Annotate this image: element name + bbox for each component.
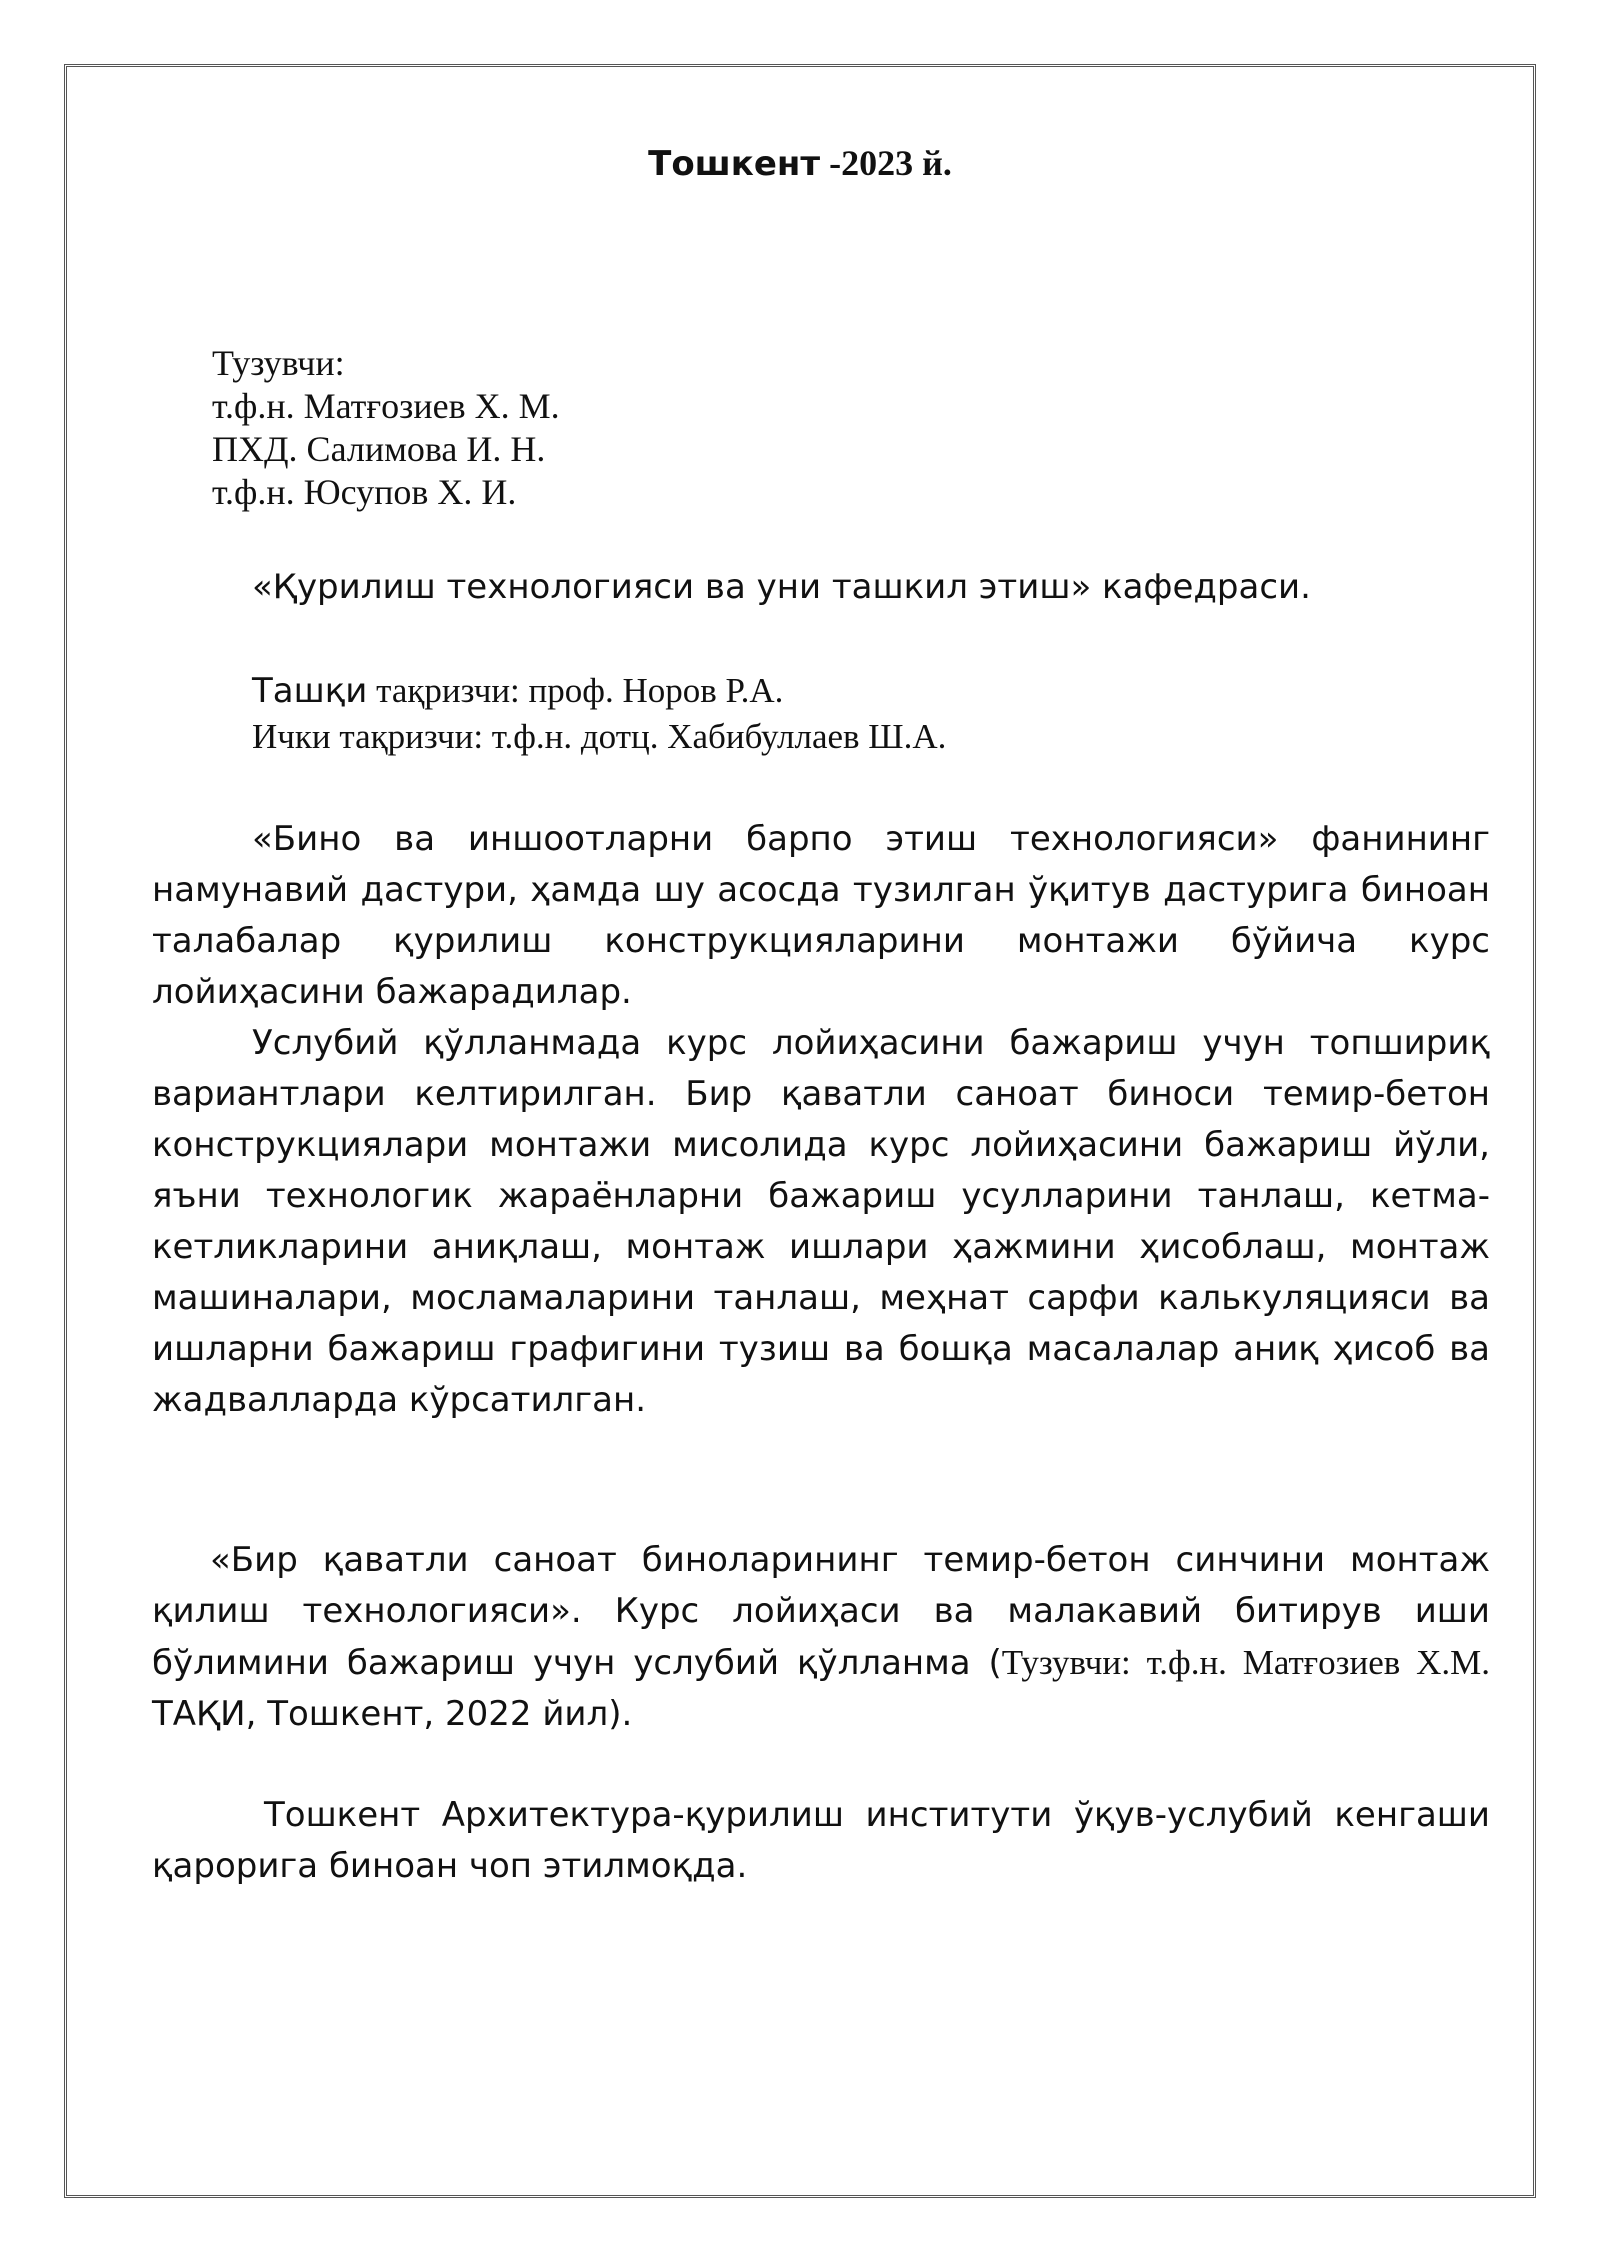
author-line: ПХД. Салимова И. Н.	[212, 429, 546, 469]
paragraph-approval: Тошкент Архитектура-қурилиш институти ўқув-услубий кенгаши қарорига биноан чоп этилмоқда.	[152, 1795, 1490, 1886]
paragraph-manual-contents: Услубий қўлланмада курс лойиҳасини бажариш учун топшириқ вариантлари келтирилган. Бир қаватли саноат биноси темир-бетон конструкциялари монтажи мисолида курс лойиҳасини бажариш йўли, яъни технологик жараёнларни бажариш усулларини танлаш, кетма-кетликларини аниқлаш, монтаж ишлари ҳажмини ҳисоблаш, монтаж машиналари, мосламаларини танлаш, меҳнат сарфи калькуляцияси ва ишларни бажариш графигини тузиш ва бошқа масалалар аниқ ҳисоб ва жадвалларда кўрсатилган.	[152, 1023, 1490, 1420]
external-reviewer	[252, 668, 946, 714]
paragraph-course-description: «Бино ва иншоотларни барпо этиш технологияси» фанининг намунавий дастури, ҳамда шу асосда тузилган ўқитув дастурига биноан талабалар қурилиш конструкцияларини монтажи бўйича курс лойиҳасини бажарадилар.	[152, 819, 1490, 1012]
external-reviewer-text: тақризчи: проф. Норов Р.А.	[367, 671, 784, 710]
author-line: т.ф.н. Юсупов Х. И.	[212, 472, 517, 512]
page-title	[0, 142, 1600, 184]
title-city: Тошкент	[648, 144, 821, 184]
internal-reviewer: Ички тақризчи: т.ф.н. дотц. Хабибуллаев Ш.А.	[252, 717, 947, 756]
author-line: т.ф.н. Матғозиев Х. М.	[212, 386, 560, 426]
department-line: «Қурилиш технологияси ва уни ташкил этиш» кафедраси.	[252, 567, 1311, 607]
reviewers-block	[252, 668, 946, 760]
title-year: -2023 й.	[820, 143, 952, 183]
external-reviewer-lead: Ташқи	[252, 671, 368, 711]
authors-heading: Тузувчи:	[212, 343, 345, 383]
paragraph-manual-reference	[152, 1535, 1490, 1740]
reference-main: «Бир қаватли саноат биноларининг темир-бетон синчини монтаж қилиш технологияси». Курс лойиҳаси ва малакавий битирув иши бўлимини бажариш учун услубий қўлланма (	[152, 1540, 1490, 1683]
reference-end: ТАҚИ, Тошкент, 2022 йил).	[152, 1694, 633, 1734]
reference-author: Тузувчи: т.ф.н. Матғозиев Х.М.	[1001, 1643, 1490, 1682]
authors-block	[212, 342, 560, 514]
